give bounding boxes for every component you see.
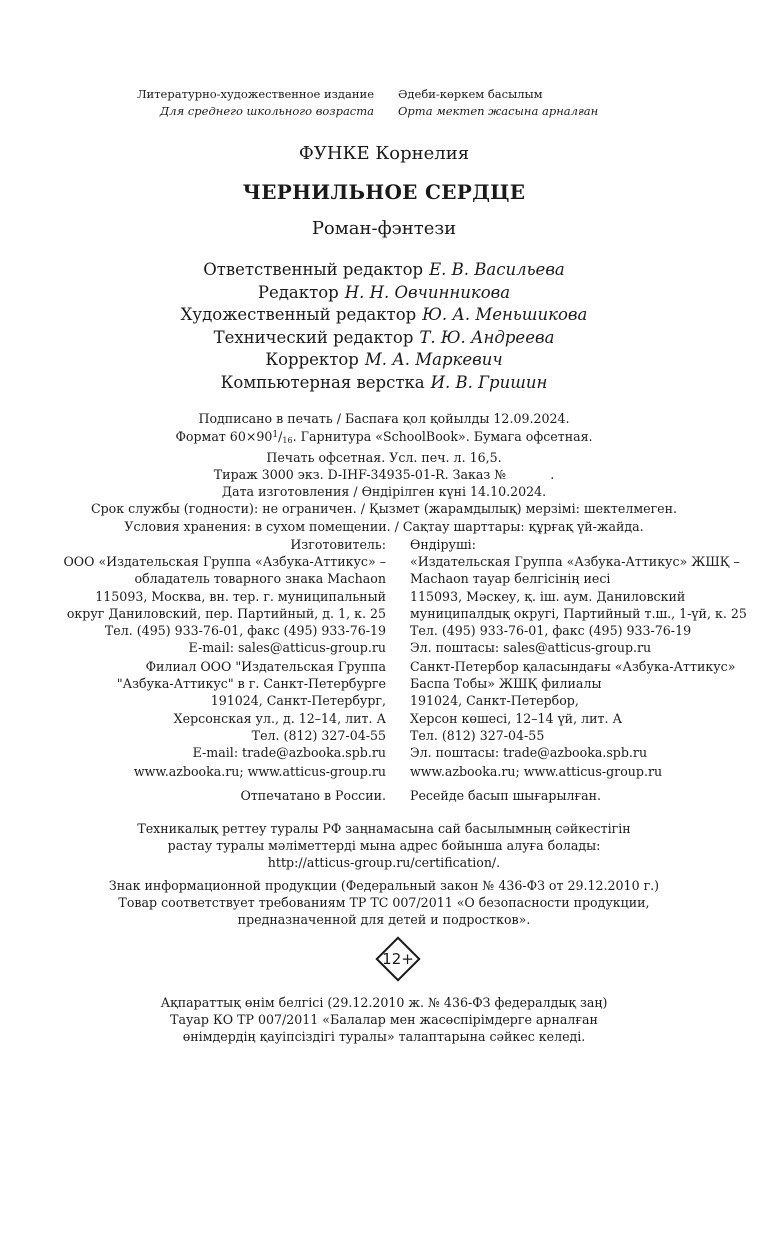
service-life: Срок службы (годности): не ограничен. / Қызмет (жарамдылық) мерзімі: шектелмеген. [90, 501, 678, 517]
branch-email: Эл. поштасы: trade@azbooka.spb.ru [410, 745, 648, 761]
audience-kz: Орта мектеп жасына арналған [398, 104, 599, 118]
info-sign-line: Знак информационной продукции (Федеральный закон № 436-ФЗ от 29.12.2010 г.) [108, 878, 660, 893]
branch-line: Херсон көшесі, 12–14 үй, лит. А [410, 710, 622, 726]
kz-info-product [0, 994, 768, 1046]
credit-role: Редактор [257, 282, 339, 302]
printed-in-kz: Ресейде басып шығарылған. [410, 788, 602, 803]
manufacturer-line: округ Даниловский, пер. Партийный, д. 1, к. 25 [66, 605, 386, 621]
printing-line: Печать офсетная. Усл. печ. л. 16,5. [266, 450, 502, 466]
credit-name: Н. Н. Овчинникова [344, 282, 511, 302]
manufacturer-line: Тел. (495) 933-76-01, факс (495) 933-76-19 [410, 623, 692, 639]
format-suffix: . Гарнитура «SchoolBook». Бумага офсетная. [292, 429, 593, 445]
edition-type-kz: Әдеби-көркем басылым [398, 87, 543, 101]
storage-conditions: Условия хранения: в сухом помещении. / Сақтау шарттары: құрғақ үй-жайда. [124, 518, 644, 534]
manufacturer-line: 115093, Москва, вн. тер. г. муниципальный [95, 588, 386, 604]
book-title: ЧЕРНИЛЬНОЕ СЕРДЦЕ [242, 180, 526, 204]
branch-ru [0, 658, 386, 761]
branch-line: "Азбука-Аттикус" в г. Санкт-Петербурге [116, 676, 386, 692]
branch-line: 191024, Санкт-Петербор, [410, 693, 579, 709]
manufacturer-line: Тел. (495) 933-76-01, факс (495) 933-76-19 [104, 623, 386, 639]
credit-role: Ответственный редактор [203, 260, 424, 279]
edition-labels [0, 86, 768, 120]
manufacturer-ru [0, 536, 386, 656]
branch-line: Тел. (812) 327-04-55 [251, 727, 386, 743]
credit-name: М. А. Маркевич [364, 350, 503, 370]
certification-url: http://atticus-group.ru/certification/. [267, 855, 501, 871]
credit-name: Е. В. Васильева [429, 260, 565, 279]
branch-line: Баспа Тобы» ЖШҚ филиалы [410, 676, 602, 692]
info-sign-line: предназначенной для детей и подростков». [237, 912, 531, 928]
manufacturer-line: «Издательская Группа «Азбука-Аттикус» ЖШҚ – [410, 554, 740, 570]
tech-regulation [0, 820, 768, 872]
info-sign-line: Товар соответствует требованиям ТР ТС 007/2011 «О безопасности продукции, [118, 895, 650, 911]
format-line [0, 427, 768, 449]
branch-line: Херсонская ул., д. 12–14, лит. А [173, 710, 386, 726]
manufacturer-email: Эл. поштасы: sales@atticus-group.ru [410, 640, 652, 656]
manufacturer-line: ООО «Издательская Группа «Азбука-Аттикус» – [63, 554, 386, 570]
credit-line [0, 259, 768, 282]
credit-role: Художественный редактор [180, 305, 417, 325]
book-author: ФУНКЕ Корнелия [298, 143, 470, 164]
manufacturer-line: обладатель товарного знака Machaon [134, 571, 386, 587]
tech-line: Техникалық реттеу туралы РФ заңнамасына сай басылымның сәйкестігін [137, 821, 631, 836]
kz-info-line: өнімдердің қауіпсіздігі туралы» талаптарына сәйкес келеді. [182, 1029, 586, 1045]
age-rating-badge [373, 934, 423, 984]
manufacturer-line: муниципалдық округі, Партийный т.ш., 1-үй, к. 25 [410, 605, 747, 621]
credit-name: Ю. А. Меньшикова [422, 305, 588, 325]
edition-type-ru: Литературно-художественное издание [136, 87, 374, 101]
branch-line: Санкт-Петербор қаласындағы «Азбука-Аттикус» [410, 659, 736, 674]
credit-line [0, 349, 768, 372]
manufacturer-line: Изготовитель: [290, 537, 386, 552]
credit-name: Т. Ю. Андреева [419, 327, 555, 347]
info-product-sign [0, 877, 768, 929]
manufacturer-line: 115093, Мәскеу, қ. іш. аум. Даниловский [410, 588, 686, 604]
credit-role: Технический редактор [213, 327, 414, 347]
manufacture-date: Дата изготовления / Өндірілген күні 14.10.2024. [221, 484, 547, 500]
credit-name: И. В. Гришин [430, 372, 548, 392]
credit-line [0, 372, 768, 395]
format-denominator: 16 [282, 436, 293, 446]
run-line: Тираж 3000 экз. D-IHF-34935-01-R. Заказ № . [213, 467, 555, 483]
branch-line: Филиал ООО "Издательская Группа [145, 659, 386, 674]
branch-kz [410, 658, 760, 761]
credits-list [0, 259, 768, 395]
credit-line [0, 282, 768, 305]
credit-role: Корректор [265, 350, 359, 370]
kz-info-line: Ақпараттық өнім белгісі (29.12.2010 ж. № 436-ФЗ федералдық заң) [160, 995, 608, 1010]
manufacturer-line: Machaon тауар белгісінің иесі [410, 571, 611, 587]
signed-to-print: Подписано в печать / Баспаға қол қойылды 12.09.2024. [198, 411, 570, 426]
kz-info-line: Тауар КО ТР 007/2011 «Балалар мен жасөспірімдерге арналған [170, 1012, 598, 1028]
manufacturer-line: Өндіруші: [410, 537, 476, 552]
print-info [0, 410, 768, 535]
branch-email: E-mail: trade@azbooka.spb.ru [192, 745, 386, 761]
audience-ru: Для среднего школьного возраста [159, 104, 374, 118]
credit-role: Компьютерная верстка [220, 372, 425, 392]
branch-line: 191024, Санкт-Петербург, [210, 693, 386, 709]
credit-line [0, 304, 768, 327]
format-separator: / [278, 429, 283, 445]
branch-line: Тел. (812) 327-04-55 [410, 727, 545, 743]
age-rating-text: 12+ [382, 950, 414, 968]
website-ru: www.azbooka.ru; www.atticus-group.ru [133, 764, 386, 779]
book-genre: Роман-фэнтези [311, 218, 457, 239]
credit-line [0, 327, 768, 350]
printed-in-ru: Отпечатано в России. [240, 788, 386, 803]
manufacturer-kz [410, 536, 760, 656]
format-prefix: Формат 60×90 [175, 429, 273, 445]
tech-line: растау туралы мәліметтерді мына адрес бойынша алуға болады: [167, 838, 601, 854]
format-numerator: 1 [272, 430, 279, 441]
website-kz: www.azbooka.ru; www.atticus-group.ru [410, 764, 663, 779]
manufacturer-email: E-mail: sales@atticus-group.ru [188, 640, 386, 656]
